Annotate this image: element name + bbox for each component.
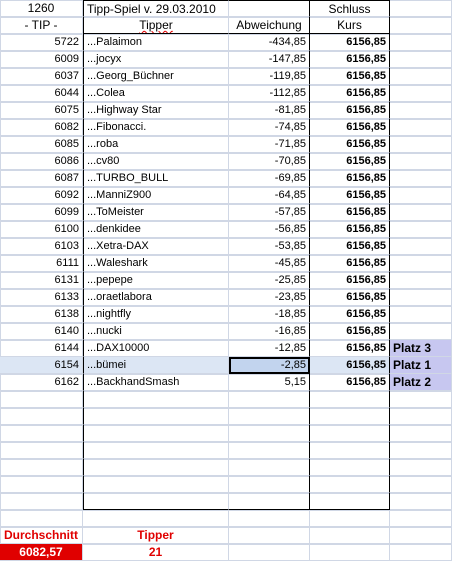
- empty-cell[interactable]: [310, 493, 390, 510]
- header-kurs[interactable]: Kurs: [310, 17, 390, 34]
- empty-cell[interactable]: [390, 459, 452, 476]
- empty-cell[interactable]: [83, 459, 229, 476]
- kurs-cell[interactable]: 6156,85: [310, 204, 390, 221]
- empty-cell[interactable]: [229, 425, 310, 442]
- empty-cell[interactable]: [390, 493, 452, 510]
- abweichung-cell[interactable]: -23,85: [229, 289, 310, 306]
- tipper-cell[interactable]: ...DAX10000: [83, 340, 229, 357]
- empty-cell[interactable]: [83, 408, 229, 425]
- average-label[interactable]: Durchschnitt: [0, 527, 83, 544]
- header-empty-e2[interactable]: [390, 17, 452, 34]
- kurs-cell[interactable]: 6156,85: [310, 340, 390, 357]
- empty-cell[interactable]: [0, 459, 83, 476]
- tipper-cell[interactable]: ...cv80: [83, 153, 229, 170]
- kurs-cell[interactable]: 6156,85: [310, 187, 390, 204]
- kurs-cell[interactable]: 6156,85: [310, 119, 390, 136]
- header-empty-c[interactable]: [229, 0, 310, 17]
- tip-cell[interactable]: 6103: [0, 238, 83, 255]
- empty-cell[interactable]: [229, 408, 310, 425]
- tip-cell[interactable]: 6037: [0, 68, 83, 85]
- empty-cell[interactable]: [390, 527, 452, 544]
- tip-cell[interactable]: 5722: [0, 34, 83, 51]
- platz-cell[interactable]: [390, 136, 452, 153]
- tipper-cell[interactable]: ...Xetra-DAX: [83, 238, 229, 255]
- kurs-cell[interactable]: 6156,85: [310, 34, 390, 51]
- empty-cell[interactable]: [310, 391, 390, 408]
- kurs-cell[interactable]: 6156,85: [310, 170, 390, 187]
- tipper-cell[interactable]: ...bümei: [83, 357, 229, 374]
- empty-cell[interactable]: [83, 510, 229, 527]
- tip-cell[interactable]: 6154: [0, 357, 83, 374]
- tip-cell[interactable]: 6082: [0, 119, 83, 136]
- tip-cell[interactable]: 6087: [0, 170, 83, 187]
- tipper-cell[interactable]: ...ManniZ900: [83, 187, 229, 204]
- tip-cell[interactable]: 6009: [0, 51, 83, 68]
- platz-cell[interactable]: [390, 51, 452, 68]
- empty-cell[interactable]: [83, 493, 229, 510]
- abweichung-cell[interactable]: 5,15: [229, 374, 310, 391]
- kurs-cell[interactable]: 6156,85: [310, 153, 390, 170]
- tipper-cell[interactable]: ...nightfly: [83, 306, 229, 323]
- header-tipper-text: Tipper: [139, 18, 173, 32]
- tip-cell[interactable]: 6086: [0, 153, 83, 170]
- platz-cell[interactable]: [390, 255, 452, 272]
- empty-cell[interactable]: [0, 493, 83, 510]
- empty-cell[interactable]: [83, 442, 229, 459]
- empty-cell[interactable]: [310, 544, 390, 561]
- abweichung-cell[interactable]: -71,85: [229, 136, 310, 153]
- empty-cell[interactable]: [83, 476, 229, 493]
- tip-cell[interactable]: 6099: [0, 204, 83, 221]
- header-tipper[interactable]: [83, 17, 229, 34]
- empty-cell[interactable]: [310, 459, 390, 476]
- empty-cell[interactable]: [229, 527, 310, 544]
- platz-cell[interactable]: Platz 3: [390, 340, 452, 357]
- platz-cell[interactable]: [390, 272, 452, 289]
- kurs-cell[interactable]: 6156,85: [310, 374, 390, 391]
- abweichung-cell[interactable]: -64,85: [229, 187, 310, 204]
- tipper-cell[interactable]: ...Georg_Büchner: [83, 68, 229, 85]
- tip-cell[interactable]: 6144: [0, 340, 83, 357]
- kurs-cell[interactable]: 6156,85: [310, 238, 390, 255]
- tip-cell[interactable]: 6138: [0, 306, 83, 323]
- platz-cell[interactable]: [390, 34, 452, 51]
- kurs-cell[interactable]: 6156,85: [310, 68, 390, 85]
- abweichung-cell[interactable]: -25,85: [229, 272, 310, 289]
- header-tip-label[interactable]: - TIP -: [0, 17, 83, 34]
- abweichung-cell[interactable]: -45,85: [229, 255, 310, 272]
- empty-cell[interactable]: [229, 476, 310, 493]
- empty-cell[interactable]: [390, 391, 452, 408]
- empty-cell[interactable]: [229, 493, 310, 510]
- abweichung-cell[interactable]: -56,85: [229, 221, 310, 238]
- abweichung-cell[interactable]: -69,85: [229, 170, 310, 187]
- tipper-cell[interactable]: ...Fibonacci.: [83, 119, 229, 136]
- empty-cell[interactable]: [0, 476, 83, 493]
- kurs-cell[interactable]: 6156,85: [310, 289, 390, 306]
- empty-cell[interactable]: [0, 510, 83, 527]
- kurs-cell[interactable]: 6156,85: [310, 51, 390, 68]
- platz-cell[interactable]: [390, 289, 452, 306]
- empty-cell[interactable]: [83, 391, 229, 408]
- empty-cell[interactable]: [229, 391, 310, 408]
- platz-cell[interactable]: [390, 119, 452, 136]
- tipper-cell[interactable]: ...Waleshark: [83, 255, 229, 272]
- tip-cell[interactable]: 6100: [0, 221, 83, 238]
- tip-cell[interactable]: 6133: [0, 289, 83, 306]
- empty-cell[interactable]: [83, 425, 229, 442]
- tipper-cell[interactable]: ...Colea: [83, 85, 229, 102]
- tip-cell[interactable]: 6075: [0, 102, 83, 119]
- abweichung-cell[interactable]: -74,85: [229, 119, 310, 136]
- tipper-count-value[interactable]: 21: [83, 544, 229, 561]
- empty-cell[interactable]: [310, 527, 390, 544]
- tipper-cell[interactable]: ...pepepe: [83, 272, 229, 289]
- empty-cell[interactable]: [229, 442, 310, 459]
- empty-cell[interactable]: [310, 425, 390, 442]
- tip-cell[interactable]: 6111: [0, 255, 83, 272]
- tipper-cell[interactable]: ...BackhandSmash: [83, 374, 229, 391]
- abweichung-cell[interactable]: -119,85: [229, 68, 310, 85]
- tipper-cell[interactable]: ...nucki: [83, 323, 229, 340]
- average-value[interactable]: 6082,57: [0, 544, 83, 561]
- empty-cell[interactable]: [310, 442, 390, 459]
- platz-cell[interactable]: [390, 85, 452, 102]
- abweichung-cell[interactable]: -18,85: [229, 306, 310, 323]
- tipper-cell[interactable]: ...Palaimon: [83, 34, 229, 51]
- header-schluss[interactable]: Schluss: [310, 0, 390, 17]
- empty-cell[interactable]: [229, 544, 310, 561]
- platz-cell[interactable]: [390, 153, 452, 170]
- kurs-cell[interactable]: 6156,85: [310, 272, 390, 289]
- abweichung-cell[interactable]: -70,85: [229, 153, 310, 170]
- empty-cell[interactable]: [0, 391, 83, 408]
- empty-cell[interactable]: [310, 510, 390, 527]
- empty-cell[interactable]: [0, 425, 83, 442]
- platz-cell[interactable]: [390, 170, 452, 187]
- tipper-count-label[interactable]: Tipper: [83, 527, 229, 544]
- platz-cell[interactable]: [390, 323, 452, 340]
- empty-cell[interactable]: [390, 408, 452, 425]
- empty-cell[interactable]: [229, 459, 310, 476]
- platz-cell[interactable]: [390, 204, 452, 221]
- tip-cell[interactable]: 6140: [0, 323, 83, 340]
- abweichung-cell[interactable]: -147,85: [229, 51, 310, 68]
- abweichung-cell[interactable]: -57,85: [229, 204, 310, 221]
- kurs-cell[interactable]: 6156,85: [310, 102, 390, 119]
- kurs-cell[interactable]: 6156,85: [310, 357, 390, 374]
- tip-cell[interactable]: 6162: [0, 374, 83, 391]
- empty-cell[interactable]: [390, 510, 452, 527]
- tip-cell[interactable]: 6085: [0, 136, 83, 153]
- platz-cell[interactable]: [390, 238, 452, 255]
- empty-cell[interactable]: [390, 544, 452, 561]
- platz-cell[interactable]: [390, 187, 452, 204]
- empty-cell[interactable]: [390, 476, 452, 493]
- tipper-cell[interactable]: ...jocyx: [83, 51, 229, 68]
- tip-cell[interactable]: 6044: [0, 85, 83, 102]
- empty-cell[interactable]: [310, 408, 390, 425]
- tipper-cell[interactable]: ...TURBO_BULL: [83, 170, 229, 187]
- empty-cell[interactable]: [0, 408, 83, 425]
- tip-cell[interactable]: 6092: [0, 187, 83, 204]
- abweichung-cell[interactable]: -53,85: [229, 238, 310, 255]
- platz-cell[interactable]: Platz 1: [390, 357, 452, 374]
- tipper-cell[interactable]: ...oraetlabora: [83, 289, 229, 306]
- platz-cell[interactable]: [390, 221, 452, 238]
- abweichung-cell[interactable]: -434,85: [229, 34, 310, 51]
- tipper-cell[interactable]: ...Highway Star: [83, 102, 229, 119]
- header-empty-e[interactable]: [390, 0, 452, 17]
- kurs-cell[interactable]: 6156,85: [310, 221, 390, 238]
- header-tip-id[interactable]: 1260: [0, 0, 83, 17]
- empty-cell[interactable]: [390, 442, 452, 459]
- tip-cell[interactable]: 6131: [0, 272, 83, 289]
- platz-cell[interactable]: [390, 68, 452, 85]
- kurs-cell[interactable]: 6156,85: [310, 85, 390, 102]
- empty-cell[interactable]: [390, 425, 452, 442]
- kurs-cell[interactable]: 6156,85: [310, 306, 390, 323]
- abweichung-cell[interactable]: -2,85: [229, 357, 310, 374]
- platz-cell[interactable]: Platz 2: [390, 374, 452, 391]
- header-title[interactable]: Tipp-Spiel v. 29.03.2010: [83, 0, 229, 17]
- platz-cell[interactable]: [390, 306, 452, 323]
- abweichung-cell[interactable]: -81,85: [229, 102, 310, 119]
- header-abweichung[interactable]: Abweichung: [229, 17, 310, 34]
- abweichung-cell[interactable]: -16,85: [229, 323, 310, 340]
- empty-cell[interactable]: [310, 476, 390, 493]
- tipper-cell[interactable]: ...denkidee: [83, 221, 229, 238]
- empty-cell[interactable]: [229, 510, 310, 527]
- abweichung-cell[interactable]: -12,85: [229, 340, 310, 357]
- tipper-cell[interactable]: ...roba: [83, 136, 229, 153]
- kurs-cell[interactable]: 6156,85: [310, 255, 390, 272]
- empty-cell[interactable]: [0, 442, 83, 459]
- tipper-cell[interactable]: ...ToMeister: [83, 204, 229, 221]
- kurs-cell[interactable]: 6156,85: [310, 136, 390, 153]
- kurs-cell[interactable]: 6156,85: [310, 323, 390, 340]
- platz-cell[interactable]: [390, 102, 452, 119]
- abweichung-cell[interactable]: -112,85: [229, 85, 310, 102]
